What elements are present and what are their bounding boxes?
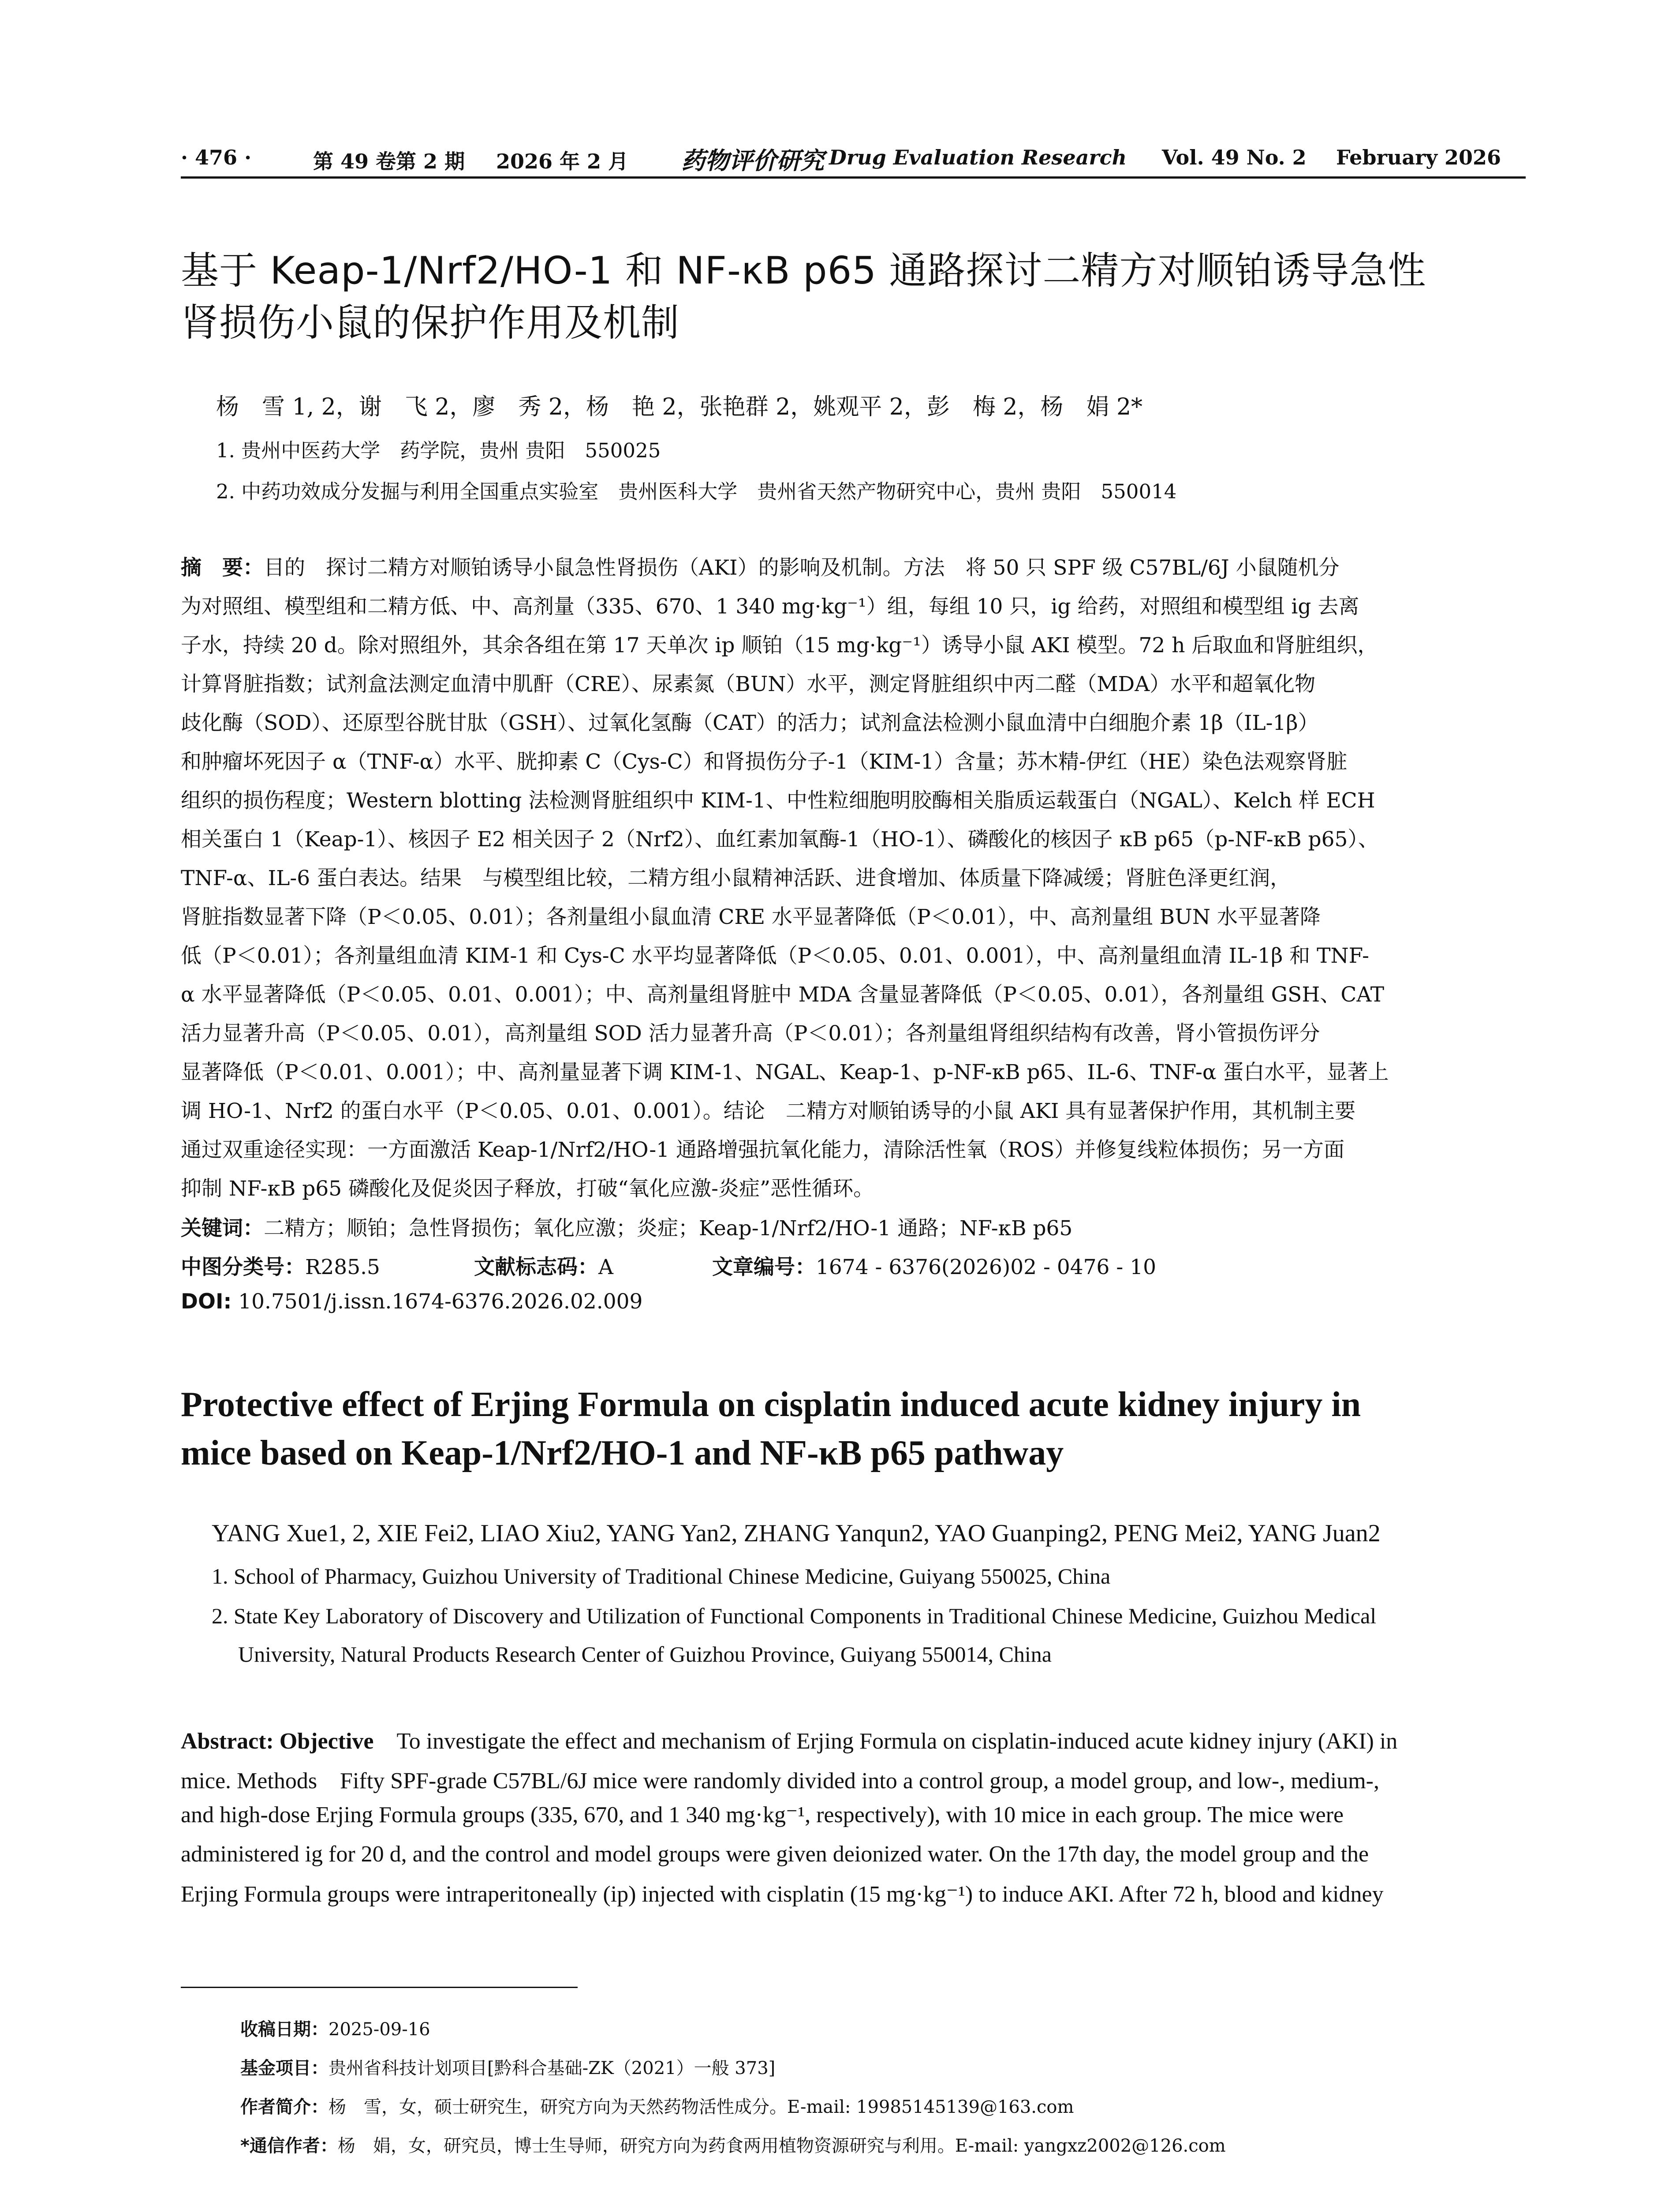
cn-abstract-line: TNF-α、IL-6 蛋白表达。结果 与模型组比较，二精方组小鼠精神活跃、进食增加、体质量下降减缓；肾脏色泽更红润， [181,866,1291,890]
date-cn: 2026 年 2 月 [496,149,629,173]
cn-abstract-line: 显著降低（P＜0.01、0.001）；中、高剂量显著下调 KIM-1、NGAL、Keap-1、p-NF-κB p65、IL-6、TNF-α 蛋白水平，显著上 [181,1060,1389,1084]
en-title-line-1: Protective effect of Erjing Formula on cisplatin induced acute kidney injury in [181,1385,1361,1424]
footnote-author: 作者简介：杨 雪，女，硕士研究生，研究方向为天然药物活性成分。E-mail: 19985145139@163.com [240,2097,1074,2117]
cn-classification: 中图分类号：R285.5 [181,1255,380,1279]
footnote-fund: 基金项目：贵州省科技计划项目[黔科合基础-ZK（2021）一般 373] [240,2058,776,2078]
en-abstract-line: administered ig for 20 d, and the control and model groups were given deionized water. On the 17th day, the model group and the [181,1842,1369,1867]
en-abstract-line: and high-dose Erjing Formula groups (335, 670, and 1 340 mg·kg⁻¹, respectively), with 10 mice in each group. The mice were [181,1802,1344,1828]
cn-abstract-line: 歧化酶（SOD）、还原型谷胱甘肽（GSH）、过氧化氢酶（CAT）的活力；试剂盒法检测小鼠血清中白细胞介素 1β（IL-1β） [181,711,1319,735]
cn-article-no: 文章编号：1674 - 6376(2026)02 - 0476 - 10 [712,1255,1157,1279]
cn-abstract-line-0: 摘 要：目的 探讨二精方对顺铂诱导小鼠急性肾损伤（AKI）的影响及机制。方法 将 50 只 SPF 级 C57BL/6J 小鼠随机分 [181,556,1340,580]
en-abstract-line: mice. Methods Fifty SPF-grade C57BL/6J mice were randomly divided into a control group, a model group, and low-, medium-, [181,1768,1379,1794]
keywords-label: 关键词： [181,1216,264,1241]
cn-abstract-line: α 水平显著降低（P＜0.05、0.01、0.001）；中、高剂量组肾脏中 MDA 含量显著降低（P＜0.05、0.01），各剂量组 GSH、CAT [181,983,1385,1007]
cn-abstract-line: 抑制 NF-κB p65 磷酸化及促炎因子释放，打破“氧化应激-炎症”恶性循环。 [181,1177,874,1201]
issue-cn: 第 49 卷第 2 期 [313,149,465,173]
en-abstract-line: Erjing Formula groups were intraperitoneally (ip) injected with cisplatin (15 mg·kg⁻¹) to induce AKI. After 72 h, blood and kidney [181,1882,1384,1907]
keywords-value: 二精方；顺铂；急性肾损伤；氧化应激；炎症；Keap-1/Nrf2/HO-1 通路；NF-κB p65 [264,1216,1073,1241]
cn-doc-code: 文献标志码：A [474,1255,613,1279]
journal-logo: 药物评价研究 [681,146,824,175]
cn-abstract-line: 计算肾脏指数；试剂盒法测定血清中肌酐（CRE）、尿素氮（BUN）水平，测定肾脏组织中丙二醛（MDA）水平和超氧化物 [181,672,1316,696]
cn-title [181,245,1530,349]
cn-keywords [181,1212,1072,1241]
doi-value: 10.7501/j.issn.1674-6376.2026.02.009 [238,1289,643,1314]
cn-abstract-line: 调 HO-1、Nrf2 的蛋白水平（P＜0.05、0.01、0.001）。结论 二精方对顺铂诱导的小鼠 AKI 具有显著保护作用，其机制主要 [181,1099,1356,1123]
cn-title-line-1: 基于 Keap-1/Nrf2/HO-1 和 NF-κB p65 通路探讨二精方对顺铂诱导急性 [181,249,1426,293]
issue-en: Vol. 49 No. 2 [1162,146,1307,169]
cn-abstract-line: 子水，持续 20 d。除对照组外，其余各组在第 17 天单次 ip 顺铂（15 mg·kg⁻¹）诱导小鼠 AKI 模型。72 h 后取血和肾脏组织， [181,633,1378,658]
page-number: · 476 · [181,146,252,169]
en-title [181,1380,1530,1477]
footnote-corresponding: *通信作者：杨 娟，女，研究员，博士生导师，研究方向为药食两用植物资源研究与利用。E-mail: yangxz2002@126.com [240,2136,1226,2156]
clc-value: R285.5 [305,1255,380,1279]
cn-abstract-line: 低（P＜0.01）；各剂量组血清 KIM-1 和 Cys-C 水平均显著降低（P＜0.05、0.01、0.001），中、高剂量组血清 IL-1β 和 TNF- [181,944,1369,968]
cn-affiliation-1: 1. 贵州中医药大学 药学院，贵州 贵阳 550025 [216,439,661,462]
cn-affiliation-2: 2. 中药功效成分发掘与利用全国重点实验室 贵州医科大学 贵州省天然产物研究中心，贵州 贵阳 550014 [216,480,1177,503]
cn-abstract-line: 和肿瘤坏死因子 α（TNF-α）水平、胱抑素 C（Cys-C）和肾损伤分子-1（KIM-1）含量；苏木精-伊红（HE）染色法观察肾脏 [181,750,1348,774]
cn-abstract-line: 活力显著升高（P＜0.05、0.01），高剂量组 SOD 活力显著升高（P＜0.01）；各剂量组肾组织结构有改善，肾小管损伤评分 [181,1021,1320,1046]
en-authors: YANG Xue1, 2, XIE Fei2, LIAO Xiu2, YANG Yan2, ZHANG Yanqun2, YAO Guanping2, PENG Mei2, YANG Juan2 [212,1520,1381,1547]
article-no-value: 1674 - 6376(2026)02 - 0476 - 10 [816,1255,1157,1279]
cn-authors: 杨 雪 1, 2，谢 飞 2，廖 秀 2，杨 艳 2，张艳群 2，姚观平 2，彭 梅 2，杨 娟 2* [216,394,1143,420]
cn-title-line-2: 肾损伤小鼠的保护作用及机制 [181,301,679,345]
running-header [181,141,1526,176]
cn-abstract-line: 为对照组、模型组和二精方低、中、高剂量（335、670、1 340 mg·kg⁻¹）组，每组 10 只，ig 给药，对照组和模型组 ig 去离 [181,594,1359,619]
en-abstract-label: Abstract: Objective [181,1729,374,1754]
en-affiliation-2: 2. State Key Laboratory of Discovery and Utilization of Functional Components in Traditional Chinese Medicine, Guizhou Medical [212,1603,1377,1628]
footnote-rule [181,1987,578,1988]
en-affiliation-2-cont: University, Natural Products Research Center of Guizhou Province, Guiyang 550014, China [238,1642,1052,1667]
date-en: February 2026 [1336,146,1501,169]
cn-abstract-line: 肾脏指数显著下降（P＜0.05、0.01）；各剂量组小鼠血清 CRE 水平显著降低（P＜0.01），中、高剂量组 BUN 水平显著降 [181,905,1321,929]
cn-abstract-label: 摘 要： [181,556,264,580]
journal-name-en: Drug Evaluation Research [829,146,1127,169]
doc-code-value: A [598,1255,613,1279]
header-rule [181,176,1526,179]
cn-abstract-line: 组织的损伤程度；Western blotting 法检测肾脏组织中 KIM-1、中性粒细胞明胶酶相关脂质运载蛋白（NGAL）、Kelch 样 ECH [181,789,1375,813]
footnote-received: 收稿日期：2025-09-16 [240,2019,430,2040]
en-affiliation-1: 1. School of Pharmacy, Guizhou University of Traditional Chinese Medicine, Guiyang 550025, China [212,1564,1111,1588]
cn-doi: DOI: 10.7501/j.issn.1674-6376.2026.02.009 [181,1289,643,1314]
cn-abstract-line: 相关蛋白 1（Keap-1）、核因子 E2 相关因子 2（Nrf2）、血红素加氧酶-1（HO-1）、磷酸化的核因子 κB p65（p-NF-κB p65）、 [181,827,1379,852]
en-abstract-line-0: Abstract: Objective To investigate the effect and mechanism of Erjing Formula on cisplatin-induced acute kidney injury (AKI) in [181,1729,1398,1754]
en-title-line-2: mice based on Keap-1/Nrf2/HO-1 and NF-κB p65 pathway [181,1434,1064,1472]
cn-abstract-line: 通过双重途径实现：一方面激活 Keap-1/Nrf2/HO-1 通路增强抗氧化能力，清除活性氧（ROS）并修复线粒体损伤；另一方面 [181,1138,1345,1162]
